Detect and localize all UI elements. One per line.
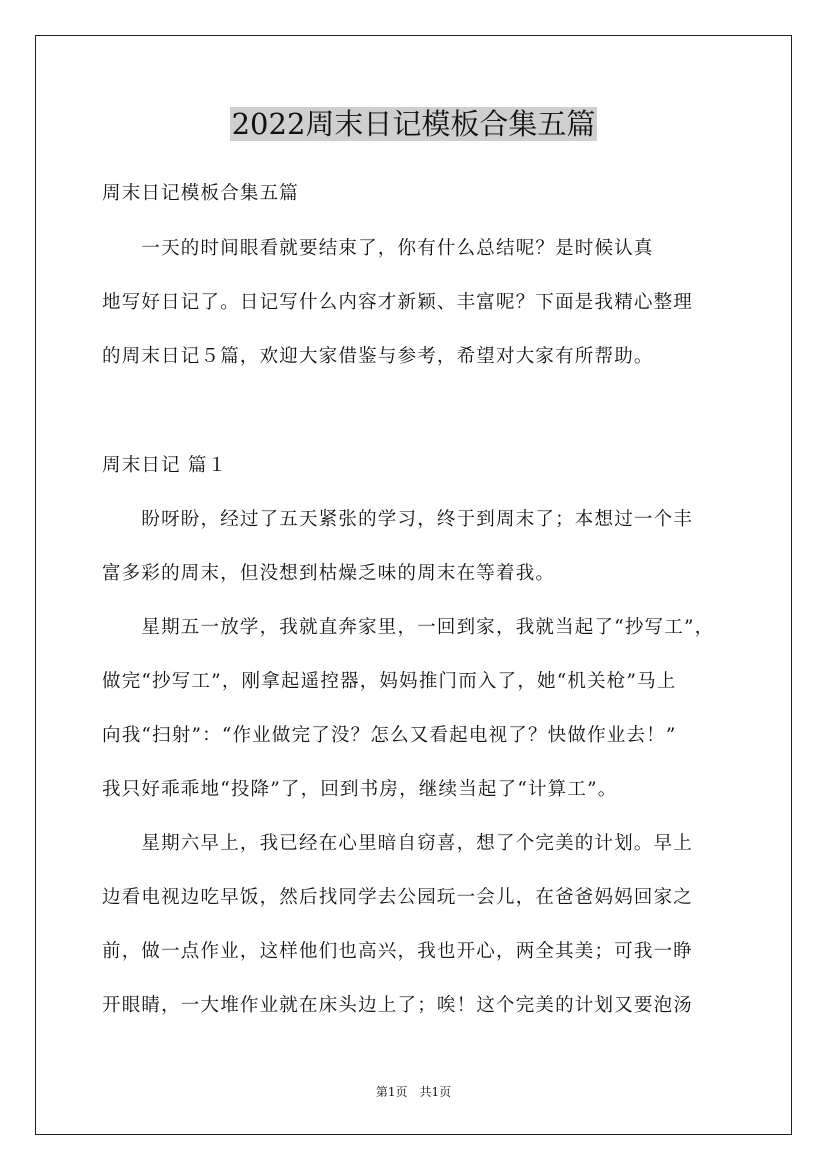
section-heading: 周末日记 篇１ [102, 455, 228, 476]
page-footer: 第1页 共1页 [375, 1085, 452, 1099]
document-subtitle: 周末日记模板合集五篇 [102, 183, 300, 204]
intro-line: 一天的时间眼看就要结束了，你有什么总结呢？是时候认真 [102, 238, 654, 259]
body-line: 富多彩的周末，但没想到枯燥乏味的周末在等着我。 [102, 563, 556, 584]
body-line: 开眼睛，一大堆作业就在床头边上了；唉！这个完美的计划又要泡汤 [102, 995, 694, 1016]
body-line: 边看电视边吃早饭，然后找同学去公园玩一会儿，在爸爸妈妈回家之 [102, 887, 694, 908]
body-line: 前，做一点作业，这样他们也高兴，我也开心，两全其美；可我一睁 [102, 941, 694, 962]
body-line: 星期六早上，我已经在心里暗自窃喜，想了个完美的计划。早上 [102, 833, 694, 854]
body-line: 向我“扫射”：“作业做完了没？怎么又看起电视了？快做作业去！” [102, 725, 677, 746]
intro-line: 地写好日记了。日记写什么内容才新颖、丰富呢？下面是我精心整理 [102, 292, 694, 313]
body-line: 盼呀盼，经过了五天紧张的学习，终于到周末了；本想过一个丰 [102, 509, 694, 530]
document-title-text: 2022周末日记模板合集五篇 [231, 107, 596, 141]
intro-line: 的周末日记５篇，欢迎大家借鉴与参考，希望对大家有所帮助。 [102, 346, 654, 367]
body-line: 做完“抄写工”，刚拿起遥控器，妈妈推门而入了，她“机关枪”马上 [102, 671, 677, 692]
document-title [0, 104, 827, 144]
body-line: 我只好乖乖地“投降”了，回到书房，继续当起了“计算工”。 [102, 779, 618, 800]
body-line: 星期五一放学，我就直奔家里，一回到家，我就当起了“抄写工”， [102, 617, 715, 638]
